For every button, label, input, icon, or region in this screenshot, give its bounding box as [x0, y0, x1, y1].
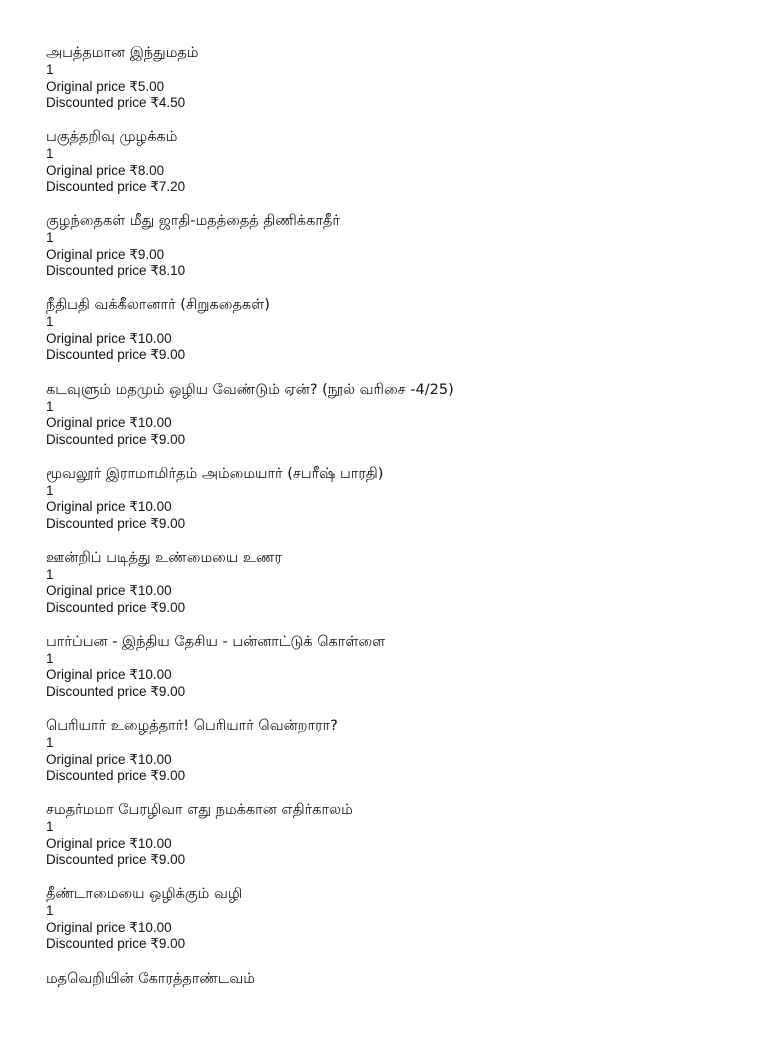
- product-title: மதவெறியின் கோரத்தாண்டவம்: [46, 970, 255, 987]
- original-price-row: [46, 836, 746, 853]
- discounted-price-label: Discounted price: [46, 179, 147, 195]
- discounted-price-value: ₹9.00: [150, 515, 186, 531]
- product-item: [46, 129, 746, 213]
- original-price-label: Original price: [46, 330, 126, 346]
- discounted-price-row: [46, 179, 746, 196]
- original-price-row: [46, 247, 746, 264]
- product-quantity: 1: [46, 146, 54, 162]
- discounted-price-value: ₹9.00: [150, 852, 186, 868]
- product-title: கடவுளும் மதமும் ஒழிய வேண்டும் ஏன்? (நூல் வரிசை -4/25): [46, 381, 454, 398]
- product-quantity: 1: [46, 314, 54, 330]
- original-price-value: ₹10.00: [129, 751, 172, 767]
- original-price-row: [46, 752, 746, 769]
- product-title: தீண்டாமையை ஒழிக்கும் வழி: [46, 886, 243, 903]
- original-price-value: ₹10.00: [129, 835, 172, 851]
- product-item: [46, 550, 746, 634]
- discounted-price-row: [46, 852, 746, 869]
- product-item: [46, 297, 746, 381]
- product-quantity: 1: [46, 566, 54, 582]
- original-price-value: ₹10.00: [129, 667, 172, 683]
- original-price-row: [46, 499, 746, 516]
- discounted-price-label: Discounted price: [46, 852, 147, 868]
- original-price-row: [46, 331, 746, 348]
- product-item: [46, 634, 746, 718]
- original-price-row: [46, 667, 746, 684]
- discounted-price-value: ₹8.10: [150, 263, 186, 279]
- product-title: பகுத்தறிவு முழக்கம்: [46, 129, 178, 146]
- product-quantity: 1: [46, 903, 54, 919]
- product-item: [46, 802, 746, 886]
- discounted-price-label: Discounted price: [46, 515, 147, 531]
- product-quantity: 1: [46, 482, 54, 498]
- product-title: குழந்தைகள் மீது ஜாதி-மதத்தைத் திணிக்காதீர்: [46, 213, 340, 230]
- product-item: [46, 213, 746, 297]
- product-title: சமதர்மமா பேரழிவா எது நமக்கான எதிர்காலம்: [46, 802, 353, 819]
- original-price-label: Original price: [46, 667, 126, 683]
- discounted-price-row: [46, 263, 746, 280]
- product-title: மூவலூர் இராமாமிர்தம் அம்மையார் (சபரீஷ் பாரதி): [46, 465, 384, 482]
- product-item: [46, 718, 746, 802]
- original-price-value: ₹10.00: [129, 415, 172, 431]
- original-price-value: ₹10.00: [129, 499, 172, 515]
- discounted-price-label: Discounted price: [46, 431, 147, 447]
- discounted-price-row: [46, 600, 746, 617]
- original-price-label: Original price: [46, 499, 126, 515]
- discounted-price-value: ₹7.20: [150, 179, 186, 195]
- discounted-price-value: ₹9.00: [150, 599, 186, 615]
- discounted-price-row: [46, 516, 746, 533]
- original-price-label: Original price: [46, 583, 126, 599]
- product-quantity: 1: [46, 819, 54, 835]
- discounted-price-row: [46, 432, 746, 449]
- original-price-row: [46, 79, 746, 96]
- original-price-label: Original price: [46, 78, 126, 94]
- discounted-price-value: ₹9.00: [150, 768, 186, 784]
- original-price-value: ₹10.00: [129, 330, 172, 346]
- original-price-value: ₹10.00: [129, 919, 172, 935]
- original-price-label: Original price: [46, 835, 126, 851]
- original-price-label: Original price: [46, 162, 126, 178]
- product-quantity: 1: [46, 650, 54, 666]
- original-price-row: [46, 415, 746, 432]
- discounted-price-row: [46, 684, 746, 701]
- product-item: [46, 466, 746, 550]
- discounted-price-value: ₹9.00: [150, 936, 186, 952]
- discounted-price-row: [46, 936, 746, 953]
- product-title: பெரியார் உழைத்தார்! பெரியார் வென்றாரா?: [46, 718, 338, 735]
- discounted-price-label: Discounted price: [46, 347, 147, 363]
- discounted-price-row: [46, 95, 746, 112]
- product-item: [46, 382, 746, 466]
- product-quantity: 1: [46, 62, 54, 77]
- original-price-row: [46, 920, 746, 937]
- original-price-row: [46, 163, 746, 180]
- discounted-price-value: ₹9.00: [150, 347, 186, 363]
- discounted-price-label: Discounted price: [46, 936, 147, 952]
- product-item: [46, 886, 746, 970]
- product-quantity: 1: [46, 230, 54, 246]
- discounted-price-value: ₹4.50: [150, 95, 186, 110]
- product-title: ஊன்றிப் படித்து உண்மையை உணர: [46, 549, 283, 566]
- discounted-price-label: Discounted price: [46, 263, 147, 279]
- original-price-label: Original price: [46, 246, 126, 262]
- discounted-price-label: Discounted price: [46, 683, 147, 699]
- original-price-value: ₹10.00: [129, 583, 172, 599]
- product-item: [46, 45, 746, 129]
- original-price-value: ₹8.00: [129, 162, 165, 178]
- product-title: அபத்தமான இந்துமதம்: [46, 45, 199, 61]
- product-quantity: 1: [46, 735, 54, 751]
- discounted-price-label: Discounted price: [46, 599, 147, 615]
- original-price-value: ₹9.00: [129, 246, 165, 262]
- product-title: நீதிபதி வக்கீலானார் (சிறுகதைகள்): [46, 297, 270, 314]
- discounted-price-row: [46, 347, 746, 364]
- product-list: [46, 45, 746, 1055]
- original-price-label: Original price: [46, 415, 126, 431]
- discounted-price-row: [46, 768, 746, 785]
- product-title: பார்ப்பன - இந்திய தேசிய - பன்னாட்டுக் கொள்ளை: [46, 633, 386, 650]
- discounted-price-label: Discounted price: [46, 95, 147, 110]
- discounted-price-label: Discounted price: [46, 768, 147, 784]
- original-price-label: Original price: [46, 751, 126, 767]
- original-price-row: [46, 583, 746, 600]
- original-price-value: ₹5.00: [129, 78, 165, 94]
- discounted-price-value: ₹9.00: [150, 431, 186, 447]
- discounted-price-value: ₹9.00: [150, 683, 186, 699]
- product-quantity: 1: [46, 398, 54, 414]
- original-price-label: Original price: [46, 919, 126, 935]
- product-item: [46, 971, 746, 1055]
